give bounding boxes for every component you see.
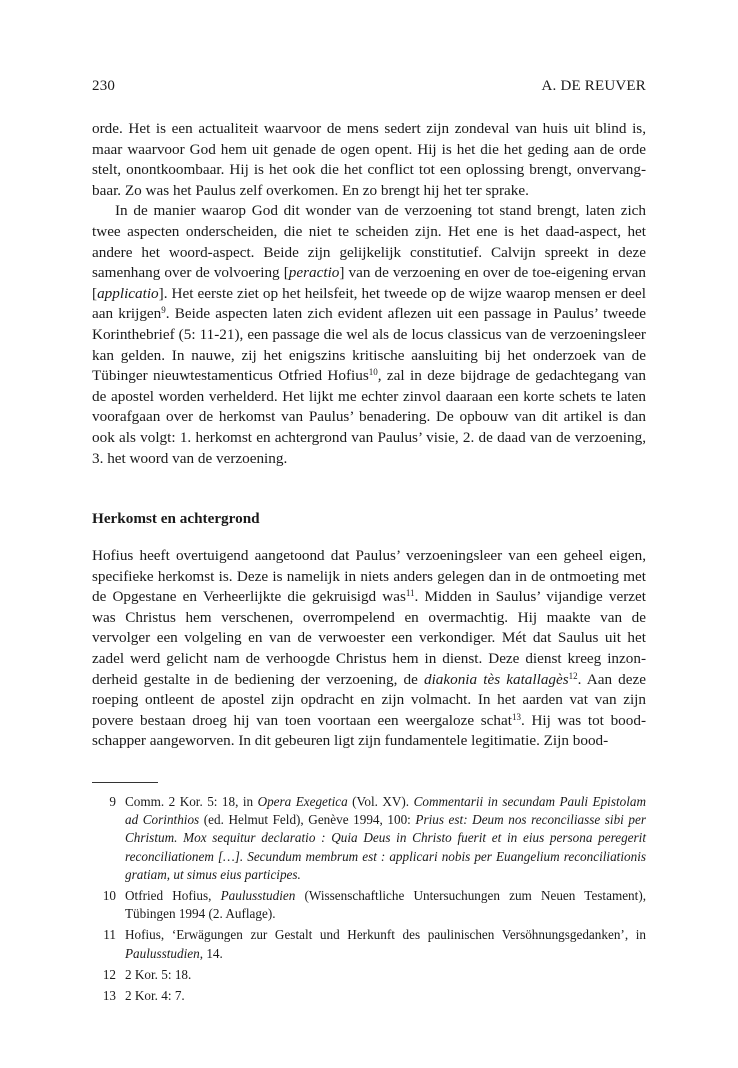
footnote-12 [92,966,646,984]
text-run: Hofius, ‘Erwägungen zur Gestalt und Herkunft des paulinischen Versöhnungsgedanken’, in [125,927,646,943]
italic-term-diakonia: diakonia tès katallagès [423,670,569,688]
section-text [92,546,646,752]
text-run: (Vol. XV). [347,794,414,809]
footnote-text [125,926,646,962]
italic-title: Opera Exegetica [257,794,348,809]
text-run: Comm. 2 Kor. 5: 18, in [125,794,258,809]
italic-quote: Prius est: Deum nos reconciliasse sibi per Christum. Mox sequitur declaratio : Quia Deus in Christo fuerit et in eius persona peregerit reconciliationem […]. Secundum membrum est : applicari nobis per Euangelium reconciliationis gratiam, ut simus eius participes. [125,812,646,882]
text-run: , zal in deze bijdrage de gedachtegang van de apostel worden verhelderd. Het lijkt me echter zinvol daaraan een korte schets te laten voorafgaan over de herkomst van Paulus’ benadering. De opbouw van dit artikel is dan ook als volgt: 1. herkomst en achtergrond van Paulus’ visie, 2. de daad van de verzoening, 3. het woord van de verzoening. [92,367,646,467]
footnote-number: 12 [102,966,116,982]
footnote-10 [92,887,646,923]
footnote-ref-11[interactable]: 11 [405,588,415,599]
italic-term-applicatio: applicatio [97,284,159,302]
footnote-number: 11 [103,927,116,943]
footnotes [92,793,646,1008]
text-run: ]. Het eerste ziet op het heilsfeit, het tweede op de wijze waarop mensen er deel aan krijgen [92,284,646,323]
text-run: Otfried Hofius, [125,888,221,904]
text-run: ] van de verzoening en over de toe-eigening ervan [ [92,264,646,302]
paragraph-1: orde. Het is een actualiteit waarvoor de mens sedert zijn zondeval van huis uit blind is, maar waarvoor God hem uit genade de ogen opent. Hij is het die het geding aan de orde stelt, onontkoombaar. Hij is het ook die het conflict tot een oplossing brengt, onvervangbaar. Zo was het Paulus zelf overkomen. En zo brengt hij het ter sprake. [92,120,646,199]
footnote-number: 9 [109,794,116,809]
footnote-9 [92,793,646,884]
italic-term-peractio: peractio [288,264,340,282]
text-run: , 14. [199,945,223,961]
text-run: In de manier waarop God dit wonder van de verzoening tot stand brengt, laten zich twee aspecten onderscheiden, die niet te scheiden zijn. Het ene is het daad-aspect, het andere het woord-aspect. Beide zijn gelijkelijk constitutief. Calvijn spreekt in deze samenhang over de volvoering [ [92,202,646,282]
page-number: 230 [92,78,116,94]
text-run: (ed. Helmut Feld), Genève 1994, 100: [199,812,416,828]
running-head-author: A. DE REUVER [541,78,646,94]
text-run: . Midden in Saulus’ vijandige verzet was Christus hem verschenen, overrompelend en overmachtig. Hij maakte van de vervolger een volgeling en van de verwoester een verkondiger. Mét dat Saulus uit het zadel werd gelicht nam de verhoogde Christus hem in dienst. Deze dienst kreeg inzonderheid gestalte in de bediening der verzoening, de [92,588,646,688]
footnote-ref-9[interactable]: 9 [161,305,166,316]
footnote-number: 13 [102,988,116,1004]
text-run: . Hij was tot boodschapper aangeworven. In dit gebeuren ligt zijn fundamentele legitimatie. Zijn bood- [92,711,647,750]
footnote-divider [92,782,158,783]
paragraph-3 [92,546,646,752]
footnote-13 [92,987,646,1005]
footnote-number: 10 [102,888,116,904]
text-run: . Beide aspecten laten zich evident aflezen uit een passage in Paulus’ tweede Korinthebrief (5: 11-21), een passage die wel als de locus classicus van de verzoeningsleer kan gelden. In nauwe, zij het enigszins kritische aansluiting bij het onderzoek van de Tübinger nieuwtestamenticus Otfried Hofius [92,305,646,385]
footnote-ref-13[interactable]: 13 [511,711,521,722]
footnote-text: 2 Kor. 5: 18. [125,966,192,982]
paragraph-2 [92,201,646,469]
footnote-text [125,887,646,923]
footnote-ref-10[interactable]: 10 [368,367,378,378]
italic-title: Paulusstudien [220,888,296,904]
footnote-ref-12[interactable]: 12 [568,670,578,681]
italic-title: Commentarii in secundam Pauli Epistolam ad Corinthios [125,794,647,828]
text-run: . Aan deze roeping ontleent de apostel zijn opdracht en zijn volmacht. In het aarden vat van zijn povere bestaan droeg hij van toen voortaan een weergaloze schat [92,670,646,729]
intro-text [92,119,646,469]
footnote-text [125,793,646,884]
running-head [92,78,646,95]
italic-title: Paulusstudien [125,945,200,961]
section-heading: Herkomst en achtergrond [92,510,260,527]
text-run: (Wissenschaftliche Untersuchungen zum Neuen Testament), Tübingen 1994 (2. Auflage). [125,888,647,922]
footnote-11 [92,926,646,962]
footnote-text: 2 Kor. 4: 7. [125,988,185,1004]
text-run: Hofius heeft overtuigend aangetoond dat Paulus’ verzoeningsleer van een geheel eigen, specifieke herkomst is. Deze is namelijk in niets anders gelegen dan in de ontmoeting met de Opgestane en Verheerlijkte die gekruisigd was [92,547,646,606]
